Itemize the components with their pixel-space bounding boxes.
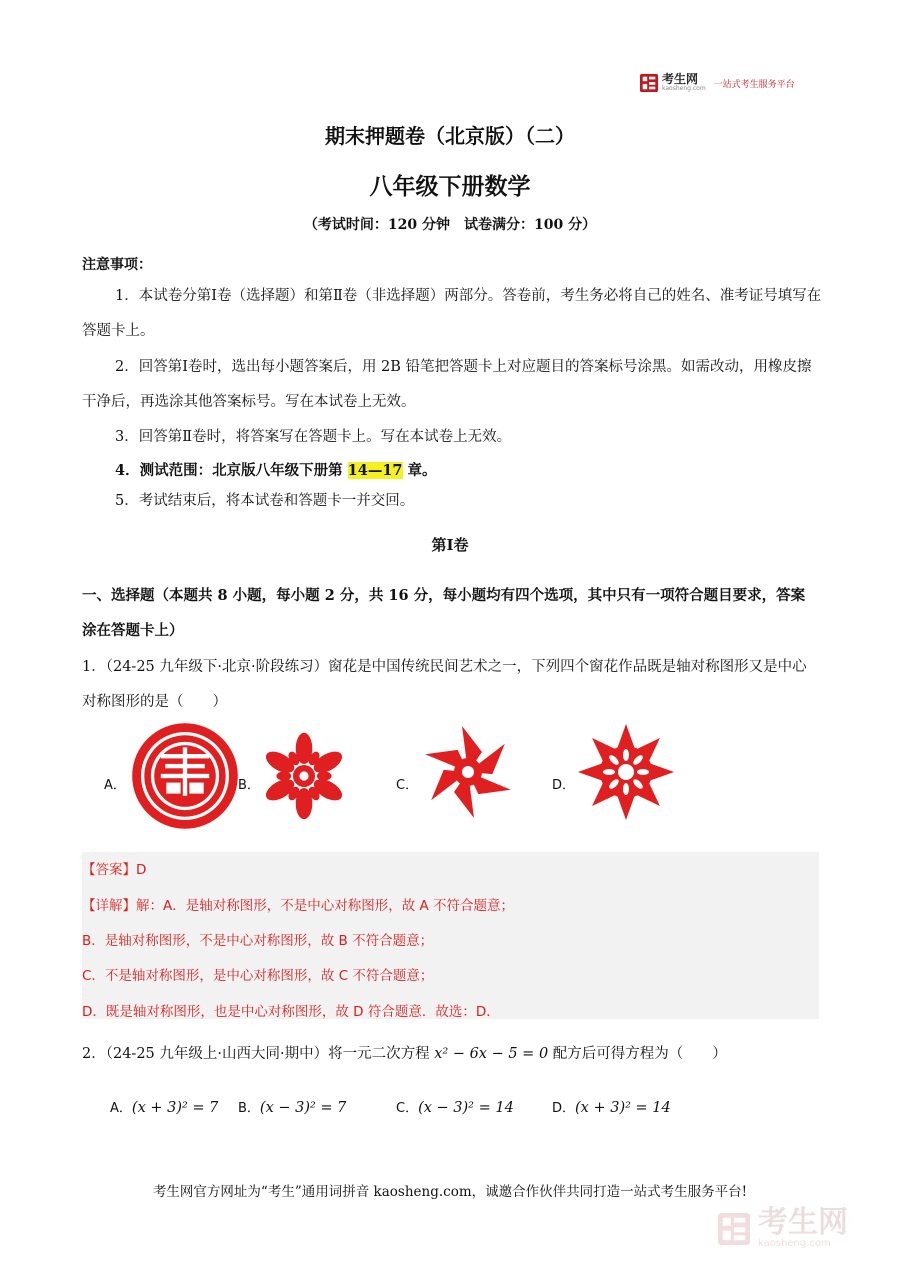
footer-note: 考生网官方网址为“考生”通用词拼音 kaosheng.com，诚邀合作伙伴共同打造一站式考生服务平台! [152, 1184, 748, 1200]
q2-option-c [396, 1098, 514, 1119]
exam-subject: 八年级下册数学 [369, 174, 531, 200]
q2-option-d-expr: (x + 3)² = 14 [575, 1100, 671, 1116]
section-title: 第Ⅰ卷 [431, 536, 469, 554]
note-item-4 [82, 461, 822, 481]
double-happiness-papercut-icon [130, 721, 240, 831]
exam-info: （考试时间：120 分钟 试卷满分：100 分） [303, 217, 597, 233]
watermark-text: 考生网 [758, 1205, 848, 1240]
note-item-4-prefix: 4．测试范围：北京版八年级下册第 [115, 462, 348, 479]
q2-option-d [552, 1098, 671, 1119]
q2-option-b-expr: (x − 3)² = 7 [259, 1100, 347, 1116]
explanation-line-4: D．既是轴对称图形，也是中心对称图形，故 D 符合题意．故选：D． [82, 1004, 500, 1020]
q2-option-a-expr: (x + 3)² = 7 [131, 1100, 219, 1116]
q1-option-c-label: C． [396, 778, 419, 793]
q2-text-prefix: 2．（24-25 九年级上·山西大同·期中）将一元二次方程 [82, 1046, 435, 1062]
note-item-5: 5．考试结束后，将本试卷和答题卡一并交回。 [115, 493, 415, 509]
q2-text-suffix: 配方后可得方程为（ ） [548, 1046, 727, 1062]
question-1: 1．（24-25 九年级下·北京·阶段练习）窗花是中国传统民间艺术之一，下列四个窗花作品既是轴对称图形又是中心对称图形的是（ ） [82, 659, 807, 710]
exam-title: 期末押题卷（北京版）（二） [325, 124, 575, 148]
note-item-3: 3．回答第Ⅱ卷时，将答案写在答题卡上。写在本试卷上无效。 [115, 429, 512, 445]
logo-text [662, 74, 706, 92]
kaosheng-logo-icon [640, 74, 658, 92]
chapter-range-highlight: 14—17 [347, 462, 403, 479]
logo-name: 考生网 [662, 72, 699, 86]
site-logo[interactable] [640, 70, 795, 96]
q1-option-b-label: B． [238, 778, 260, 793]
q2-option-c-expr: (x − 3)² = 14 [418, 1100, 514, 1116]
q2-option-d-label: D． [552, 1101, 576, 1116]
question-2 [82, 1044, 812, 1064]
q1-option-d-label: D． [552, 778, 576, 793]
q2-equation: x² − 6x − 5 = 0 [434, 1046, 549, 1062]
watermark-logo-icon [718, 1213, 750, 1245]
note-item-2: 2．回答第Ⅰ卷时，选出每小题答案后，用 2B 铅笔把答题卡上对应题目的答案标号涂黑。如需改动，用橡皮擦干净后，再选涂其他答案标号。写在本试卷上无效。 [82, 359, 812, 410]
flower-papercut-icon [258, 730, 350, 822]
question-section-heading: 一、选择题（本题共 8 小题，每小题 2 分，共 16 分，每小题均有四个选项，其中只有一项符合题目要求，答案涂在答题卡上） [82, 587, 806, 639]
watermark-text-group [758, 1205, 848, 1249]
explanation-line-3: C．不是轴对称图形，是中心对称图形，故 C 不符合题意； [82, 968, 434, 984]
pinwheel-papercut-icon [418, 722, 518, 822]
answer-line: 【答案】D [82, 862, 147, 878]
watermark [718, 1205, 848, 1249]
watermark-domain: kaosheng.com [758, 1238, 831, 1249]
explanation-line-1: 【详解】解：A．是轴对称图形，不是中心对称图形，故 A 不符合题意； [82, 898, 515, 914]
q2-option-a [110, 1098, 218, 1119]
q1-option-a-label: A． [104, 778, 126, 793]
q2-option-b-label: B． [238, 1101, 260, 1116]
note-item-4-suffix: 章。 [402, 462, 437, 479]
notes-heading: 注意事项： [82, 257, 152, 273]
q2-option-a-label: A． [110, 1101, 132, 1116]
star-flower-papercut-icon [576, 722, 676, 822]
q2-option-b [238, 1098, 346, 1119]
note-item-1: 1．本试卷分第Ⅰ卷（选择题）和第Ⅱ卷（非选择题）两部分。答卷前，考生务必将自己的姓名、准考证号填写在答题卡上。 [82, 288, 822, 339]
q2-option-c-label: C． [396, 1101, 419, 1116]
logo-slogan: 一站式考生服务平台 [713, 79, 795, 90]
explanation-line-2: B．是轴对称图形，不是中心对称图形，故 B 不符合题意； [82, 933, 434, 949]
logo-domain: kaosheng.com [662, 85, 706, 92]
